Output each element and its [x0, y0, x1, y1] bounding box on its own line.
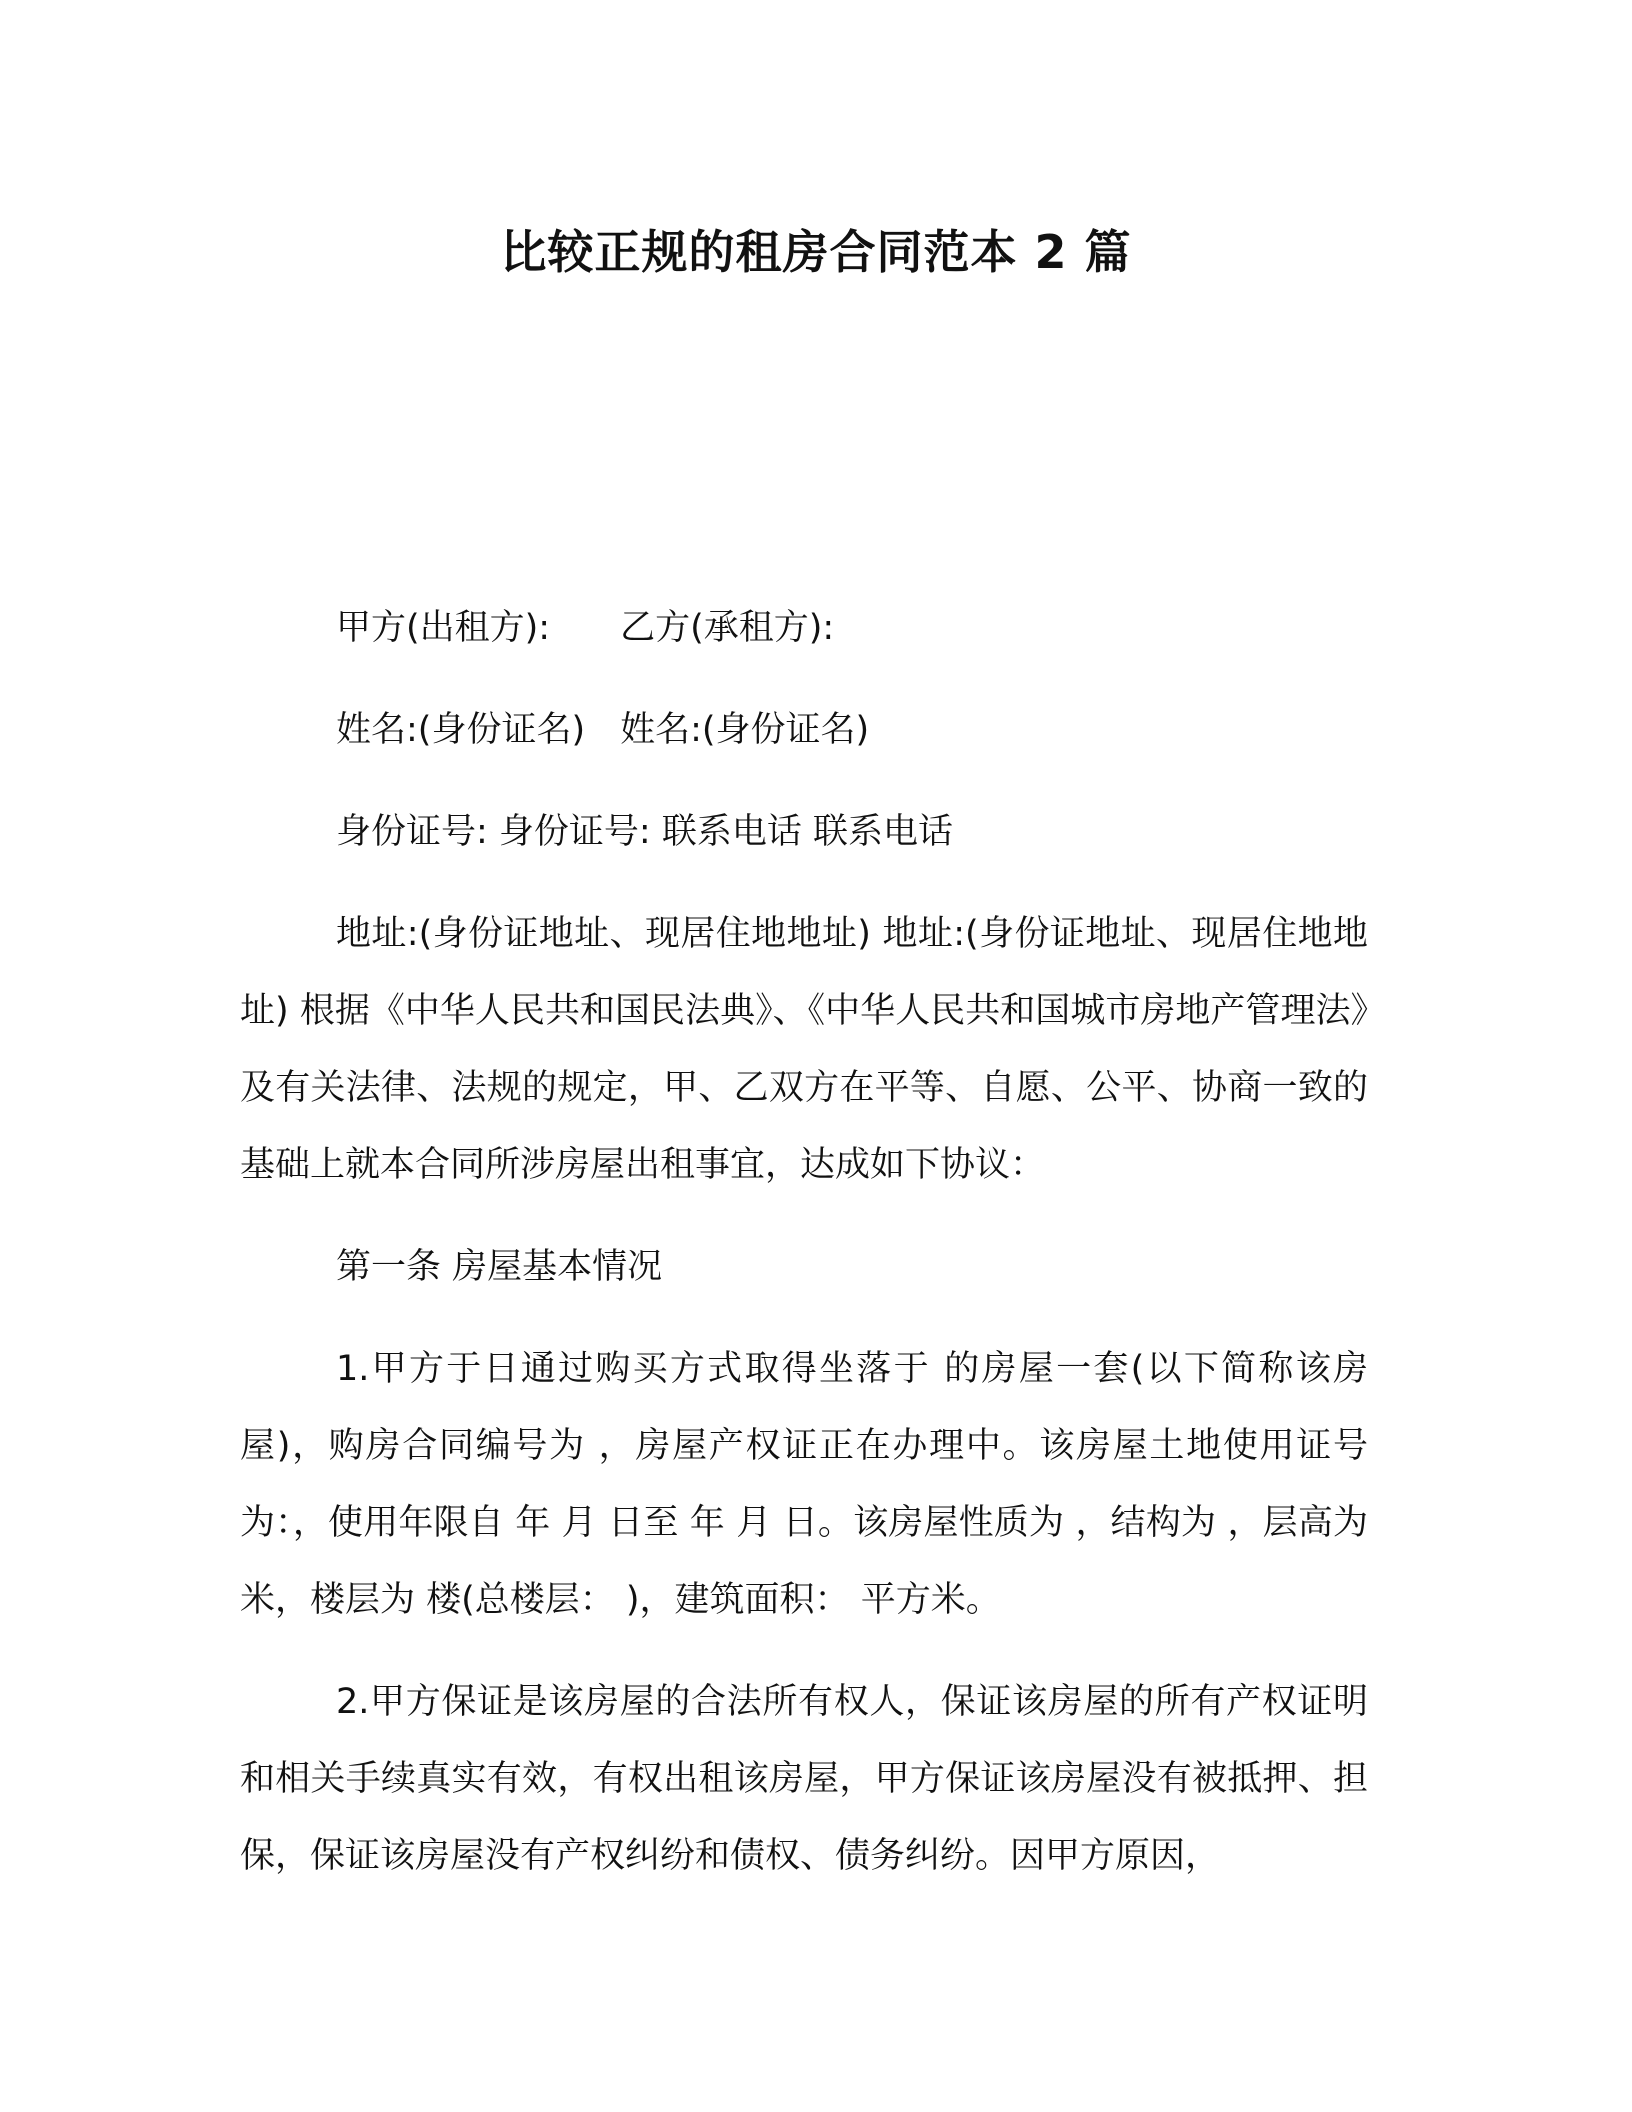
article-one-heading: 第一条 房屋基本情况 [336, 1247, 663, 1287]
document-body [240, 590, 1368, 1895]
clause-1-paragraph: 1.甲方于日通过购买方式取得坐落于 的房屋一套(以下简称该房屋)，购房合同编号为 ，房屋产权证正在办理中。该房屋土地使用证号为：，使用年限自 年 月 日至 年 月 日。该房屋性质为 ，结构为 ，层高为 米，楼层为 楼(总楼层： )，建筑面积： 平方米。 [240, 1349, 1368, 1620]
address-and-basis-paragraph: 地址:(身份证地址、现居住地地址) 地址:(身份证地址、现居住地地址) 根据《中华人民共和国民法典》、《中华人民共和国城市房地产管理法》及有关法律、法规的规定，甲、乙双方在平等、自愿、公平、协商一致的基础上就本合同所涉房屋出租事宜，达成如下协议： [240, 914, 1368, 1185]
id-phone-line: 身份证号: 身份证号: 联系电话 联系电话 [336, 812, 953, 852]
name-line: 姓名:(身份证名) 姓名:(身份证名) [336, 710, 870, 750]
party-a-b-line: 甲方(出租方): 乙方(承租方): [336, 608, 835, 648]
document-title: 比较正规的租房合同范本 2 篇 [500, 225, 1132, 279]
clause-2-paragraph: 2.甲方保证是该房屋的合法所有权人，保证该房屋的所有产权证明和相关手续真实有效，有权出租该房屋，甲方保证该房屋没有被抵押、担保，保证该房屋没有产权纠纷和债权、债务纠纷。因甲方原因， [240, 1682, 1368, 1876]
